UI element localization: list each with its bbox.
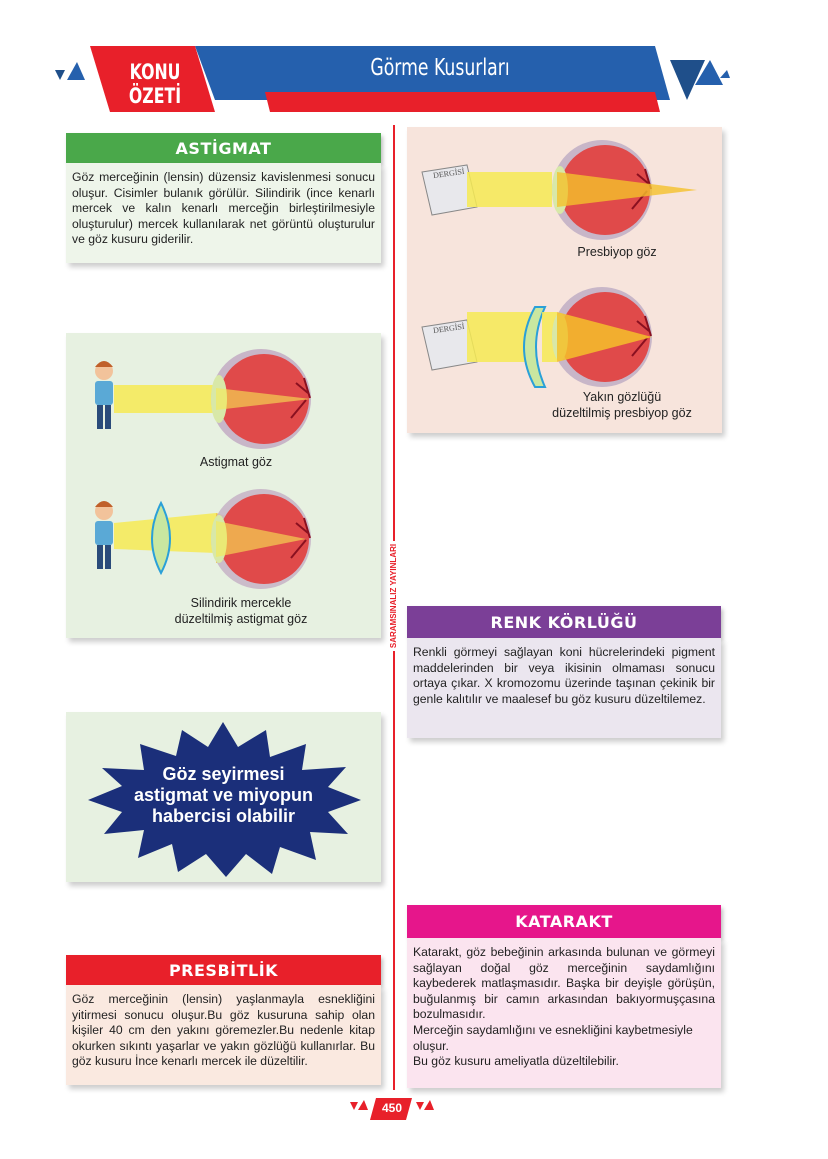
astigmat-caption: Astigmat göz: [199, 455, 273, 469]
magazine-label: DERGİSİ: [432, 321, 466, 336]
corrected-presbiyop-caption-2: düzeltilmiş presbiyop göz: [552, 406, 692, 420]
katarakt-paragraph-3: Bu göz kusuru ameliyatla düzeltilebilir.: [413, 1054, 619, 1069]
page-title: Görme Kusurları: [370, 55, 510, 81]
katarakt-paragraph-1: Katarakt, göz bebeğinin arkasında bulunan ve görmeyi sağlayan doğal göz merceğinin saydamlığını kaybederek matlaşmasıdır. Başka bir deyişle görüşün, buğulanmış bir camın arkasından bakıyormuşçasına bozulmasıdır.: [413, 945, 715, 1022]
publisher-side-text: SARAMSINALIZ YAYINLARI: [389, 541, 401, 651]
cylindrical-lens-icon: [152, 503, 170, 573]
starburst-line-3: habercisi olabilir: [151, 806, 296, 826]
astigmat-illustration: [66, 333, 381, 638]
presbitlik-header: PRESBİTLİK: [66, 955, 381, 985]
presbitlik-text: Göz merceğinin (lensin) yaşlanmayla esnekliğini yitirmesi sonucu oluşur.Bu göz kusuruna sahip olan kişiler 40 cm den yakını göremezler.Bu nedenle kitap okurken sıkıntı yaşarlar ve yakın gözlüğü kullanırlar. Bu göz kusuru İnce kenarlı mercek ile düzeltilir.: [66, 985, 381, 1085]
person-icon: [95, 361, 113, 429]
section-label: KONU ÖZETİ: [128, 60, 182, 108]
astigmat-text: Göz merceğinin (lensin) düzensiz kavislenmesi sonucu oluşur. Cisimler bulanık görülür. Silindirik (ince kenarlı mercek ve kalın kenarlı merceğin birleştirilmesiyle oluşturulur) mercek kullanılarak net görüntü oluşturulur ve göz kusuru giderilir.: [66, 163, 381, 263]
starburst-panel: [66, 712, 381, 882]
corrected-astigmat-caption-2: düzeltilmiş astigmat göz: [174, 612, 308, 626]
starburst-line-2: astigmat ve miyopun: [133, 785, 314, 805]
corrected-presbiyop-caption-1: Yakın gözlüğü: [582, 390, 662, 404]
katarakt-paragraph-2: Merceğin saydamlığını ve esnekliğini kaybetmesiyle oluşur.: [413, 1022, 693, 1053]
corrected-astigmat-caption-1: Silindirik mercekle: [190, 596, 292, 610]
magazine-label: DERGİSİ: [432, 166, 466, 181]
page-number: 450: [381, 1101, 403, 1115]
person-icon: [95, 501, 113, 569]
presbiyop-caption: Presbiyop göz: [577, 245, 657, 259]
astigmat-header: ASTİGMAT: [66, 133, 381, 163]
renk-korlugu-text: Renkli görmeyi sağlayan koni hücrelerindeki pigment maddelerinden bir veya ikisinin olmaması sonucu ortaya çıkar. X kromozomu üzerinde taşınan çekinik bir genle kalıtılır ve maalesef bu göz kusuru düzeltilemez.: [407, 638, 721, 738]
katarakt-header: KATARAKT: [407, 905, 721, 938]
renk-korlugu-header: RENK KÖRLÜĞÜ: [407, 606, 721, 638]
katarakt-text: [407, 938, 721, 1088]
starburst-line-1: Göz seyirmesi: [162, 764, 285, 784]
presbiyop-illustration: [407, 127, 722, 433]
